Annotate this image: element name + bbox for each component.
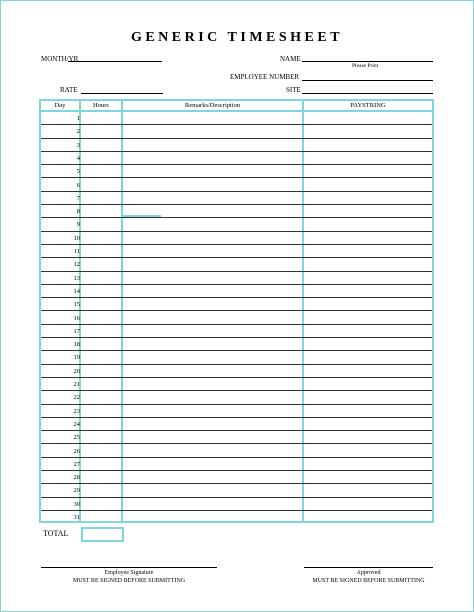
table-row[interactable] <box>41 232 432 245</box>
table-row[interactable] <box>41 165 432 178</box>
table-row[interactable] <box>41 458 432 471</box>
table-row[interactable] <box>41 298 432 311</box>
timesheet-table <box>39 99 434 523</box>
table-row[interactable] <box>41 179 432 192</box>
highlight-mark <box>123 215 161 217</box>
header-day: Day <box>54 102 66 109</box>
table-row[interactable] <box>41 471 432 484</box>
employee-number-field[interactable] <box>302 80 433 81</box>
table-row[interactable] <box>41 258 432 271</box>
day-number: 14 <box>73 287 80 295</box>
day-number: 12 <box>73 261 80 269</box>
total-label: TOTAL <box>43 529 69 538</box>
table-row[interactable] <box>41 391 432 404</box>
header-remarks: Remarks/Description <box>184 102 241 109</box>
table-row[interactable] <box>41 378 432 391</box>
day-number: 11 <box>73 248 80 255</box>
day-number: 1 <box>76 115 80 122</box>
day-number: 2 <box>76 128 80 136</box>
employee-number-label: EMPLOYEE NUMBER <box>230 73 300 81</box>
name-label: NAME <box>280 55 301 63</box>
month-yr-label: MONTH/YR <box>41 55 79 63</box>
table-row[interactable] <box>41 445 432 458</box>
table-row[interactable] <box>41 112 432 125</box>
day-number: 30 <box>73 500 80 508</box>
table-header-row <box>41 101 432 112</box>
table-row[interactable] <box>41 272 432 285</box>
table-row[interactable] <box>41 431 432 444</box>
table-row[interactable] <box>41 338 432 351</box>
page-title: GENERIC TIMESHEET <box>130 30 344 45</box>
day-number: 27 <box>73 460 80 468</box>
day-number: 21 <box>73 381 80 388</box>
total-field[interactable] <box>81 527 124 542</box>
table-row[interactable] <box>41 418 432 431</box>
site-field[interactable] <box>302 93 433 94</box>
table-row[interactable] <box>41 205 432 218</box>
day-number: 28 <box>73 474 80 482</box>
table-row[interactable] <box>41 125 432 138</box>
table-row[interactable] <box>41 285 432 298</box>
table-row[interactable] <box>41 498 432 511</box>
employee-signature-label: Employee Signature <box>104 570 154 576</box>
employee-signature-line[interactable] <box>41 567 217 568</box>
month-yr-field[interactable] <box>68 61 162 62</box>
day-number: 25 <box>73 434 80 442</box>
site-label: SITE <box>286 86 301 94</box>
table-row[interactable] <box>41 152 432 165</box>
table-row[interactable] <box>41 218 432 231</box>
approved-signature-note: MUST BE SIGNED BEFORE SUBMITTING <box>312 578 425 584</box>
rate-label: RATE <box>60 86 78 94</box>
day-number: 4 <box>76 154 80 162</box>
day-number: 10 <box>73 234 80 242</box>
day-number: 19 <box>73 354 80 362</box>
employee-signature-note: MUST BE SIGNED BEFORE SUBMITTING <box>72 578 186 584</box>
table-row[interactable] <box>41 325 432 338</box>
please-print-hint: Please Print <box>352 63 379 69</box>
day-number: 3 <box>76 141 80 149</box>
name-field[interactable] <box>302 61 433 62</box>
day-number: 23 <box>73 407 80 415</box>
header-hours: Hours <box>93 102 109 109</box>
day-number: 24 <box>73 420 80 428</box>
header-paystring: PAYSTRING <box>350 102 386 109</box>
day-number: 18 <box>73 341 80 349</box>
table-row[interactable] <box>41 312 432 325</box>
table-row[interactable] <box>41 351 432 364</box>
table-row[interactable] <box>41 484 432 497</box>
table-row[interactable] <box>41 405 432 418</box>
day-number: 15 <box>73 301 80 309</box>
approved-signature-line[interactable] <box>304 567 433 568</box>
day-number: 22 <box>73 394 80 402</box>
day-number: 9 <box>76 221 80 229</box>
day-number: 5 <box>76 168 80 176</box>
day-number: 20 <box>73 367 80 375</box>
table-row[interactable] <box>41 245 432 258</box>
approved-signature-label: Approved <box>356 570 381 576</box>
day-number: 8 <box>76 208 80 216</box>
day-number: 13 <box>73 274 80 282</box>
table-row[interactable] <box>41 365 432 378</box>
day-number: 7 <box>76 194 80 202</box>
day-number: 16 <box>73 314 80 322</box>
table-row[interactable] <box>41 511 432 524</box>
table-row[interactable] <box>41 139 432 152</box>
day-number: 17 <box>73 327 80 335</box>
day-number: 6 <box>76 181 80 189</box>
table-row[interactable] <box>41 192 432 205</box>
day-number: 31 <box>73 514 80 521</box>
day-number: 29 <box>73 487 80 495</box>
rate-field[interactable] <box>81 93 163 94</box>
day-number: 26 <box>73 447 80 455</box>
